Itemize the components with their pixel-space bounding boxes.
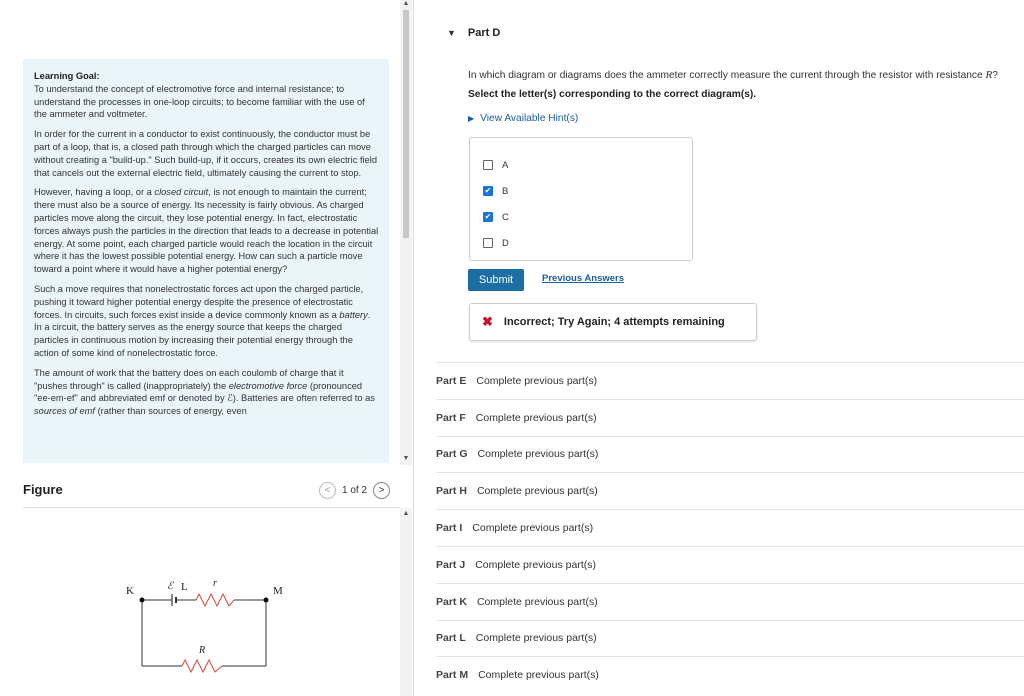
expand-triangle-icon: ▶ [468,114,475,123]
part-status: Complete previous part(s) [475,558,596,571]
question-text: In which diagram or diagrams does the ammeter correctly measure the current through the resistor with resistance [468,70,986,81]
next-figure-button[interactable]: > [373,482,390,499]
part-row-m[interactable] [436,656,1024,693]
left-pane [0,0,413,696]
checkbox-c[interactable] [483,212,493,222]
part-name: Part J [436,558,466,571]
option-a[interactable] [483,152,692,178]
answer-options [469,137,693,261]
figure-page-indicator: 1 of 2 [342,485,368,496]
option-b[interactable] [483,178,692,204]
part-status: Complete previous part(s) [476,595,598,608]
term-closed-circuit: closed circuit [154,187,209,198]
part-row-f[interactable] [436,399,1024,436]
part-row-j[interactable] [436,546,1024,583]
part-status: Complete previous part(s) [478,669,599,682]
term-sources-of-emf: sources of emf [34,406,95,417]
text-run: (pronounced "ee-em-ef" and abbreviated emf or denoted by ℰ). Batteries are often referred to as [34,380,375,404]
checkbox-a[interactable] [483,160,493,170]
error-x-icon: ✖ [482,314,493,329]
internal-resistor-r [196,594,234,606]
intro-scrollbar[interactable] [400,0,412,465]
part-status: Complete previous part(s) [477,448,599,461]
goal-text: To understand the concept of electromotive force and internal resistance; to understand the processes in one-loop circuits; to become familiar with the use of the ammeter and voltmeter. [34,83,365,120]
option-d-label: D [502,237,509,249]
circuit-diagram [110,570,310,680]
part-name: Part L [436,632,466,645]
feedback-text: Incorrect; Try Again; 4 attempts remaining [503,316,725,328]
checkbox-b[interactable] [483,186,493,196]
label-r: r [213,578,217,589]
part-d-title: Part D [467,27,501,39]
view-hints-label: View Available Hint(s) [480,113,579,124]
option-c-label: C [502,211,509,223]
option-b-label: B [502,185,509,197]
previous-answers-link[interactable]: Previous Answers [542,273,625,284]
node-m [264,598,269,603]
part-row-k[interactable] [436,583,1024,620]
intro-paragraph-2 [34,186,379,276]
part-d-question [468,69,998,81]
intro-paragraph-4 [34,367,379,418]
figure-pager [319,482,390,499]
intro-scrollbar-thumb[interactable] [403,10,409,238]
option-c[interactable] [483,204,692,230]
text-run: . In a circuit, the battery serves as the energy source that keeps the charged particles in continuous motion by increasing their potential energy through the action of some kind of nonelectrostatic force. [34,309,371,358]
resistor-big-r [182,660,222,672]
label-big-r: R [199,645,206,656]
view-hints-link[interactable] [468,113,578,124]
goal-paragraph [34,70,379,121]
part-name: Part E [436,374,467,387]
part-name: Part K [436,595,467,608]
part-row-g[interactable] [436,436,1024,473]
figure-title: Figure [23,482,63,497]
label-k: K [126,585,134,597]
submit-button[interactable]: Submit [468,269,524,291]
right-pane [414,0,1024,696]
text-run: The amount of work that the battery does on each coulomb of charge that it "pushes through" is called (inappropriately) the [34,367,344,391]
feedback-message [469,303,757,341]
label-m: M [273,585,283,597]
part-name: Part F [436,411,466,424]
collapse-triangle-icon[interactable]: ▼ [447,28,456,38]
figure-scrollbar[interactable] [400,508,412,696]
part-name: Part H [436,485,467,498]
part-status: Complete previous part(s) [472,522,594,535]
learning-goal-box [23,59,389,463]
figure-scroll-up-icon[interactable]: ▲ [402,510,410,517]
figure-divider [23,507,400,508]
part-status: Complete previous part(s) [476,374,598,387]
option-a-label: A [502,159,509,171]
label-emf: ℰ [167,581,174,592]
text-run: However, having a loop, or a [34,187,155,198]
scroll-up-icon[interactable]: ▲ [402,0,410,7]
part-status: Complete previous part(s) [475,632,597,645]
part-row-e[interactable] [436,362,1024,399]
text-run: (rather than sources of energy, even [94,406,247,417]
term-battery: battery [339,309,368,320]
part-name: Part M [436,669,469,682]
label-l: L [181,581,188,593]
part-status: Complete previous part(s) [476,485,598,498]
intro-paragraph-3 [34,283,379,360]
prev-figure-button[interactable]: < [319,482,336,499]
term-emf: electromotive force [228,380,308,391]
part-name: Part G [436,448,468,461]
intro-paragraph-1: In order for the current in a conductor to exist continuously, the conductor must be part of a loop, that is, a closed path through which the charged particles can move without creating a "build-up." Such build-up, if it occurs, creates its own electric field that cancels out the external electric field, ultimately causing the current to stop. [34,129,377,178]
question-mark: ? [992,70,998,81]
node-k [140,598,145,603]
part-name: Part I [436,522,463,535]
part-row-i[interactable] [436,509,1024,546]
part-row-h[interactable] [436,472,1024,509]
text-run: Such a move requires that nonelectrostatic forces act upon the charged particle, pushing it toward higher potential energy despite the presence of electrostatic forces. In circuits, such forces exist inside a device commonly known as a [34,283,364,320]
scroll-down-icon[interactable]: ▼ [402,455,410,462]
text-run: , is not enough to maintain the current; there must also be a source of energy. Its necessity is fairly obvious. As charged particles move along the circuit, they lose potential energy. In fact, electrostatic forces always push the particles in the direction that leads to a decrease in potential energy. At some point, each charged particle would reach the location in the circuit where it has the lowest possible potential energy. How can such a particle move toward a point where it would have a higher potential energy? [34,187,379,275]
question-variable-r: R [985,69,993,81]
checkbox-d[interactable] [483,238,493,248]
option-d[interactable] [483,230,692,256]
part-row-l[interactable] [436,620,1024,657]
parts-list [436,362,1024,693]
part-d-header[interactable] [447,27,500,39]
goal-title: Learning Goal: [34,71,100,81]
part-d-instruction: Select the letter(s) corresponding to the correct diagram(s). [468,89,757,100]
part-status: Complete previous part(s) [475,411,597,424]
